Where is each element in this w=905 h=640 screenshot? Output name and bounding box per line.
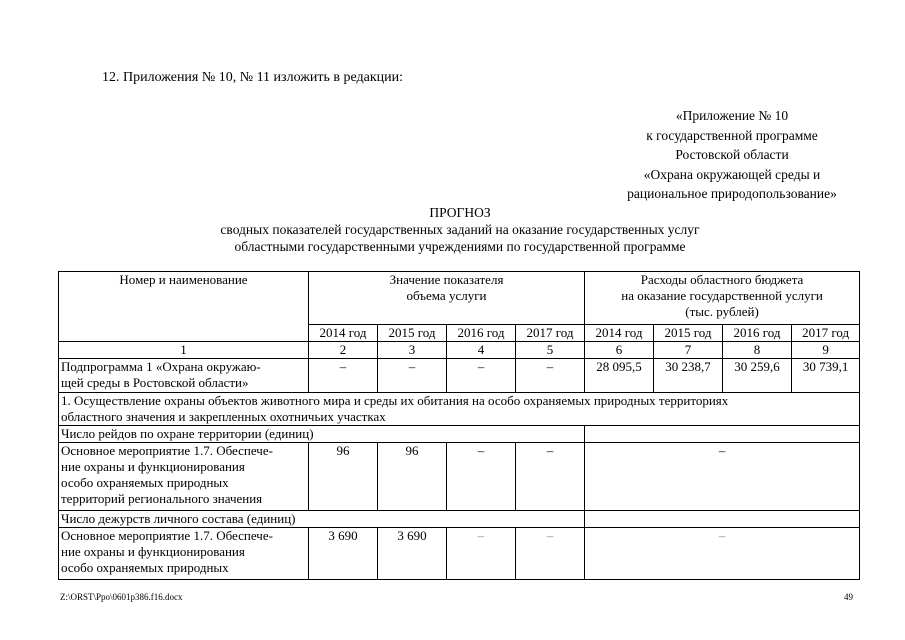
indicator-label: Число рейдов по охране территории (единиц) [59, 426, 585, 443]
indicator-label: Число дежурств личного состава (единиц) [59, 511, 585, 528]
year-cell: 2014 год [585, 325, 654, 342]
table-cell: 28 095,5 [585, 359, 654, 393]
column-number: 6 [585, 342, 654, 359]
year-cell: 2017 год [516, 325, 585, 342]
forecast-table [58, 271, 860, 580]
document-heading [120, 204, 800, 255]
intro-text: 12. Приложения № 10, № 11 изложить в редакции: [102, 70, 404, 85]
header-budget-cell: Расходы областного бюджета на оказание государственной услуги (тыс. рублей) [585, 272, 860, 325]
column-number: 7 [654, 342, 723, 359]
year-cell: 2016 год [723, 325, 792, 342]
header-indicator-cell: Значение показателя объема услуги [309, 272, 585, 325]
appendix-line: Ростовской области [675, 147, 789, 162]
appendix-line: к государственной программе [646, 127, 818, 143]
appendix-header [612, 106, 852, 204]
year-cell: 2017 год [792, 325, 860, 342]
table-cell: 96 [309, 443, 378, 511]
year-cell: 2015 год [654, 325, 723, 342]
column-number: 2 [309, 342, 378, 359]
column-number: 4 [447, 342, 516, 359]
table-cell: – [516, 359, 585, 393]
heading-title: ПРОГНОЗ [429, 205, 491, 220]
table-cell: 3 690 [378, 528, 447, 580]
year-cell: 2015 год [378, 325, 447, 342]
event-row [59, 443, 860, 511]
table-cell: 30 238,7 [654, 359, 723, 393]
appendix-line: «Охрана окружающей среды и [643, 166, 821, 182]
footer-file-path: Z:\ORST\Ppo\0601p386.f16.docx [60, 592, 183, 602]
section-row [59, 393, 860, 426]
table-cell: – [447, 528, 516, 580]
heading-line: сводных показателей государственных заданий на оказание государственных услуг [220, 222, 700, 237]
budget-cell: – [585, 443, 860, 511]
section-title: 1. Осуществление охраны объектов животного мира и среды их обитания на особо охраняемых природных территориях областного значения и закрепленных охотничьих участках [59, 393, 860, 426]
page-number: 49 [844, 592, 853, 602]
table-cell: – [309, 359, 378, 393]
table-cell: 3 690 [309, 528, 378, 580]
subprogram-row [59, 359, 860, 393]
appendix-line: «Приложение № 10 [675, 108, 789, 123]
table-cell: – [516, 528, 585, 580]
subprogram-name: Подпрограмма 1 «Охрана окружаю- щей среды в Ростовской области» [59, 359, 309, 393]
indicator-row [59, 511, 860, 528]
column-number: 3 [378, 342, 447, 359]
table-cell: – [516, 443, 585, 511]
indicator-row [59, 426, 860, 443]
table-cell [585, 426, 860, 443]
header-name-cell: Номер и наименование [59, 272, 309, 342]
table-cell: – [378, 359, 447, 393]
year-cell: 2016 год [447, 325, 516, 342]
table-cell [585, 511, 860, 528]
appendix-line: рациональное природопользование» [627, 186, 837, 201]
table-cell: – [447, 359, 516, 393]
year-cell: 2014 год [309, 325, 378, 342]
column-number: 1 [59, 342, 309, 359]
table-cell: 96 [378, 443, 447, 511]
table-header-row [59, 272, 860, 325]
event-row [59, 528, 860, 580]
table-cell: 30 739,1 [792, 359, 860, 393]
column-number: 5 [516, 342, 585, 359]
column-number: 8 [723, 342, 792, 359]
event-name: Основное мероприятие 1.7. Обеспече- ние охраны и функционирования особо охраняемых природных территорий регионального значения [59, 443, 309, 511]
column-number: 9 [792, 342, 860, 359]
table-cell: 30 259,6 [723, 359, 792, 393]
heading-line: областными государственными учреждениями по государственной программе [234, 239, 686, 254]
event-name: Основное мероприятие 1.7. Обеспече- ние охраны и функционирования особо охраняемых природных [59, 528, 309, 580]
budget-cell: – [585, 528, 860, 580]
table-cell: – [447, 443, 516, 511]
column-number-row [59, 342, 860, 359]
